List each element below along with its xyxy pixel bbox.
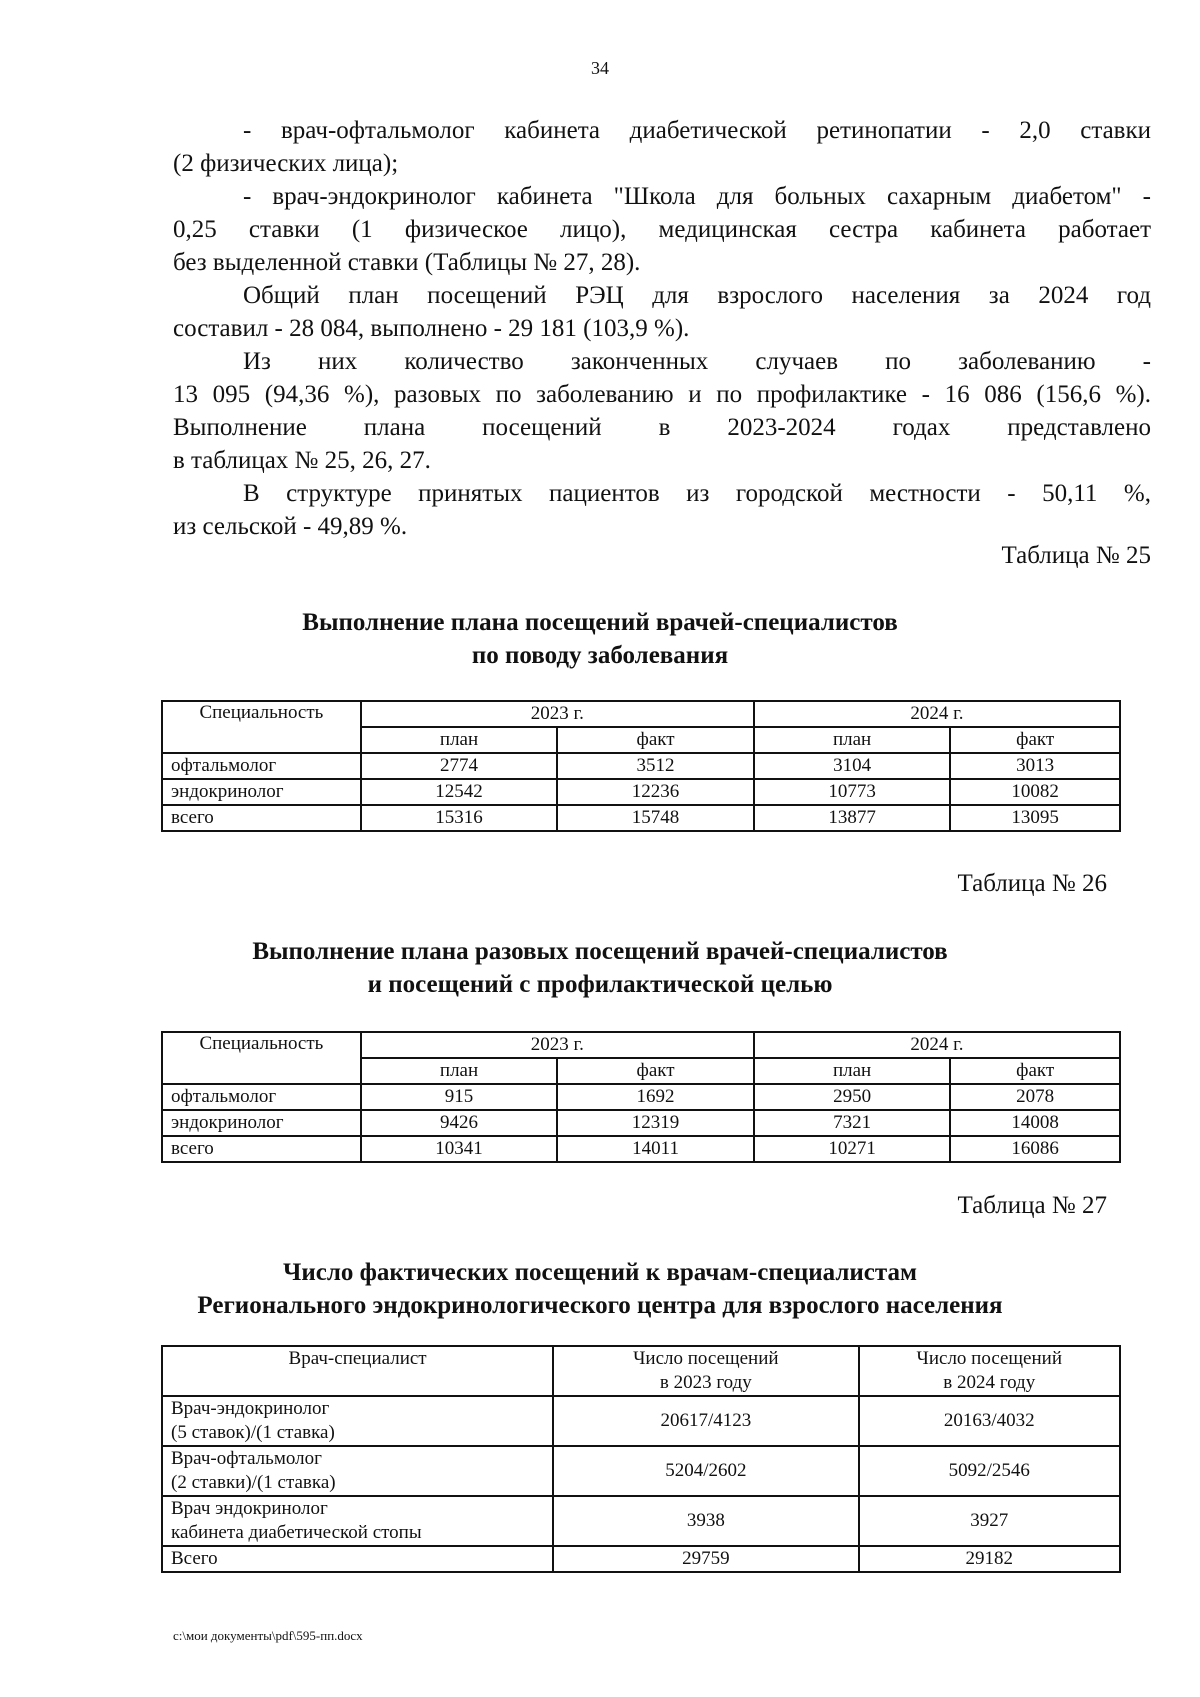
header-cell: план (754, 1058, 951, 1084)
paragraph-line: из сельской - 49,89 %. (173, 513, 408, 540)
table-25 (161, 700, 1121, 832)
table-cell: 13095 (950, 805, 1120, 831)
table-cell: 12236 (557, 779, 754, 805)
table-cell: 20163/4032 (859, 1396, 1121, 1446)
paragraph-line: (2 физических лица); (173, 150, 399, 177)
table-cell: 2950 (754, 1084, 951, 1110)
table-cell: 3512 (557, 753, 754, 779)
table-row (162, 753, 1120, 779)
table-cell (162, 1446, 553, 1496)
header-cell: факт (557, 1058, 754, 1084)
cell-text: (5 ставок)/(1 ставка) (171, 1422, 335, 1443)
table-cell: 12319 (557, 1110, 754, 1136)
table-title-line: Выполнение плана разовых посещений врачей-специалистов (252, 938, 948, 965)
page-number: 34 (591, 58, 609, 78)
table-row (162, 1396, 1120, 1446)
paragraph-line: в таблицах № 25, 26, 27. (173, 447, 431, 474)
header-cell: 2023 г. (361, 701, 754, 727)
table-cell: 3013 (950, 753, 1120, 779)
paragraph-line: Из них количество законченных случаев по заболеванию - (243, 348, 1151, 375)
table-header-row (162, 701, 1120, 727)
table-cell: 1692 (557, 1084, 754, 1110)
table-title-line: и посещений с профилактической целью (367, 971, 833, 998)
table-header-row (162, 1346, 1120, 1396)
header-cell: факт (557, 727, 754, 753)
table-cell: 2774 (361, 753, 558, 779)
table-cell: всего (162, 1136, 361, 1162)
cell-text: кабинета диабетической стопы (171, 1522, 422, 1543)
paragraph-line: Выполнение плана посещений в 2023-2024 годах представлено (173, 414, 1151, 441)
header-cell: план (754, 727, 951, 753)
table-cell: 29182 (859, 1546, 1121, 1572)
table-27-title (0, 1256, 1200, 1322)
header-cell (859, 1346, 1121, 1396)
table-cell (162, 1396, 553, 1446)
header-cell: план (361, 1058, 558, 1084)
table-cell: 10082 (950, 779, 1120, 805)
table-cell: 15316 (361, 805, 558, 831)
table-cell: 5204/2602 (553, 1446, 858, 1496)
table-title-line: Выполнение плана посещений врачей-специалистов (302, 609, 898, 636)
table-cell: 10341 (361, 1136, 558, 1162)
header-cell: Специальность (162, 701, 361, 753)
table-row (162, 1496, 1120, 1546)
footer-file-path: c:\мои документы\pdf\595-пп.docx (173, 1628, 363, 1643)
table-cell: 3938 (553, 1496, 858, 1546)
table-cell: 9426 (361, 1110, 558, 1136)
header-cell: факт (950, 1058, 1120, 1084)
table-row (162, 805, 1120, 831)
table-cell: 7321 (754, 1110, 951, 1136)
table-27-label: Таблица № 27 (957, 1192, 1107, 1219)
table-cell: 16086 (950, 1136, 1120, 1162)
table-row (162, 1446, 1120, 1496)
table-cell: 5092/2546 (859, 1446, 1121, 1496)
table-cell: всего (162, 805, 361, 831)
table-row (162, 1136, 1120, 1162)
body-text (173, 114, 1151, 543)
table-cell: 12542 (361, 779, 558, 805)
header-cell (553, 1346, 858, 1396)
header-cell: факт (950, 727, 1120, 753)
header-text: Число посещений (633, 1348, 779, 1369)
table-cell: Всего (162, 1546, 553, 1572)
table-cell: 14008 (950, 1110, 1120, 1136)
table-cell: 29759 (553, 1546, 858, 1572)
paragraph-line: Общий план посещений РЭЦ для взрослого населения за 2024 год (243, 282, 1151, 309)
header-text: в 2023 году (659, 1372, 752, 1393)
cell-text: Врач-офтальмолог (171, 1448, 322, 1469)
table-cell: офтальмолог (162, 753, 361, 779)
table-cell (162, 1496, 553, 1546)
header-cell: Врач-специалист (162, 1346, 553, 1396)
table-title-line: Регионального эндокринологического центра для взрослого населения (197, 1292, 1003, 1319)
header-cell: Специальность (162, 1032, 361, 1084)
paragraph-line: В структуре принятых пациентов из городской местности - 50,11 %, (243, 480, 1151, 507)
table-cell: 20617/4123 (553, 1396, 858, 1446)
header-cell: план (361, 727, 558, 753)
cell-text: Врач-эндокринолог (171, 1398, 330, 1419)
table-25-title (0, 606, 1200, 672)
table-cell: 13877 (754, 805, 951, 831)
table-cell: офтальмолог (162, 1084, 361, 1110)
paragraph-line: - врач-офтальмолог кабинета диабетической ретинопатии - 2,0 ставки (243, 117, 1151, 144)
table-title-line: Число фактических посещений к врачам-специалистам (282, 1259, 917, 1286)
table-cell: 15748 (557, 805, 754, 831)
table-26-label: Таблица № 26 (957, 870, 1107, 897)
table-26 (161, 1031, 1121, 1163)
table-27 (161, 1345, 1121, 1573)
header-cell: 2024 г. (754, 1032, 1120, 1058)
table-header-row (162, 1032, 1120, 1058)
header-text: Число посещений (916, 1348, 1062, 1369)
table-cell: 3927 (859, 1496, 1121, 1546)
paragraph-line: 13 095 (94,36 %), разовых по заболеванию и по профилактике - 16 086 (156,6 %). (173, 381, 1151, 408)
table-cell: 3104 (754, 753, 951, 779)
paragraph-line: составил - 28 084, выполнено - 29 181 (103,9 %). (173, 315, 690, 342)
paragraph-line: 0,25 ставки (1 физическое лицо), медицинская сестра кабинета работает (173, 216, 1151, 243)
table-title-line: по поводу заболевания (471, 642, 729, 669)
header-cell: 2024 г. (754, 701, 1120, 727)
table-row (162, 779, 1120, 805)
table-total-row (162, 1546, 1120, 1572)
table-25-label: Таблица № 25 (1001, 542, 1151, 569)
table-cell: 915 (361, 1084, 558, 1110)
table-cell: эндокринолог (162, 1110, 361, 1136)
paragraph-line: - врач-эндокринолог кабинета "Школа для больных сахарным диабетом" - (243, 183, 1151, 210)
table-cell: эндокринолог (162, 779, 361, 805)
table-cell: 2078 (950, 1084, 1120, 1110)
cell-text: Врач эндокринолог (171, 1498, 328, 1519)
table-cell: 14011 (557, 1136, 754, 1162)
table-cell: 10773 (754, 779, 951, 805)
header-cell: 2023 г. (361, 1032, 754, 1058)
paragraph-line: без выделенной ставки (Таблицы № 27, 28). (173, 249, 641, 276)
table-26-title (0, 935, 1200, 1001)
cell-text: (2 ставки)/(1 ставка) (171, 1472, 336, 1493)
table-row (162, 1084, 1120, 1110)
table-row (162, 1110, 1120, 1136)
header-text: в 2024 году (943, 1372, 1036, 1393)
table-cell: 10271 (754, 1136, 951, 1162)
